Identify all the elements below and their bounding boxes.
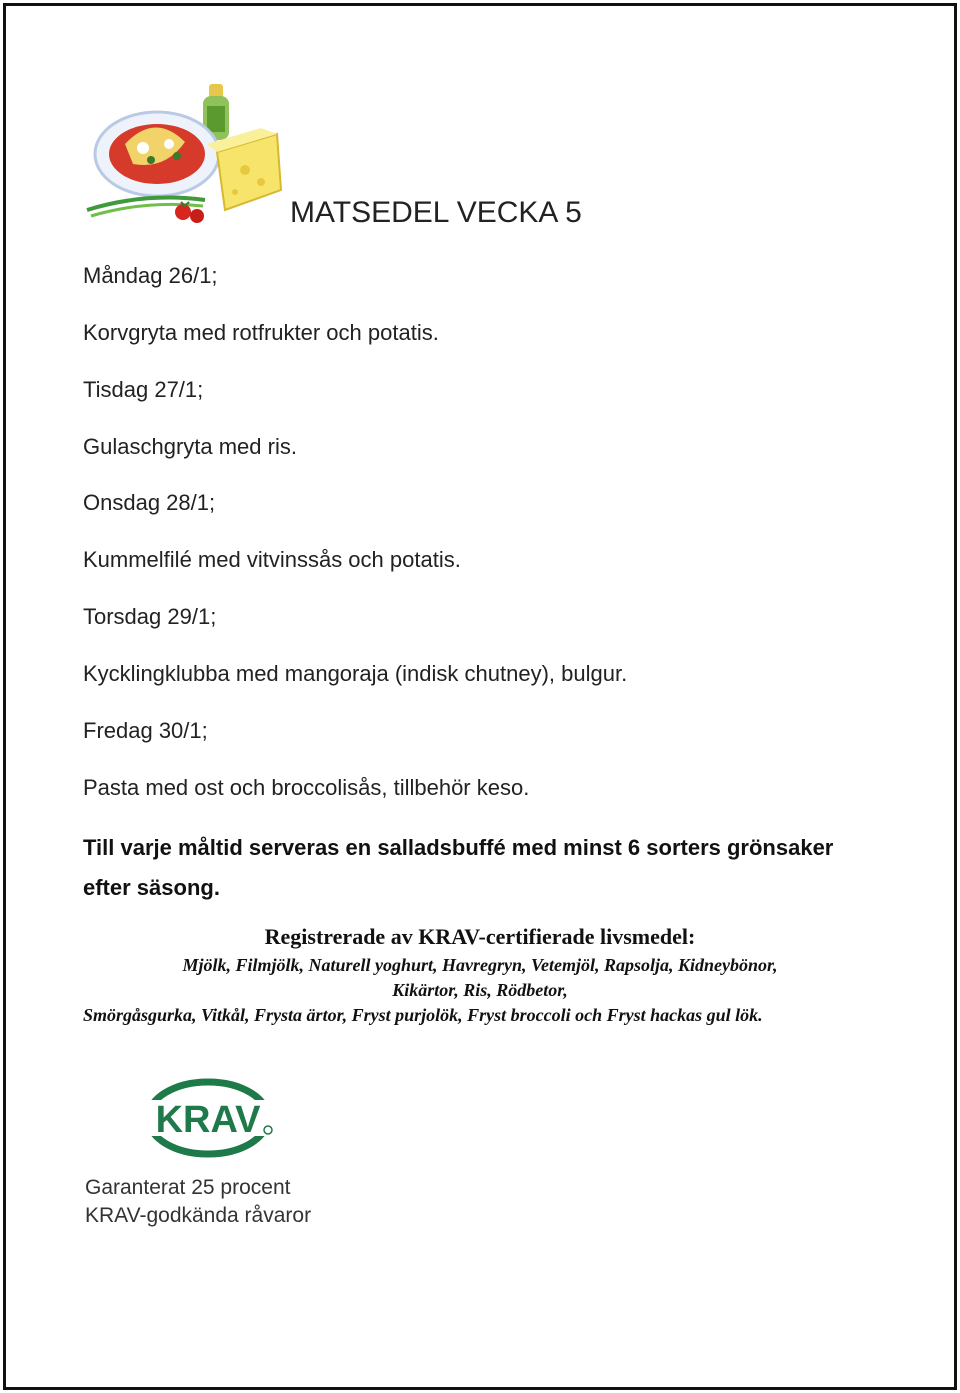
menu-day-wednesday: Onsdag 28/1;: [83, 490, 216, 515]
menu-dish-wednesday: Kummelfilé med vitvinssås och potatis.: [83, 547, 461, 572]
menu-dish-tuesday: Gulaschgryta med ris.: [83, 434, 297, 459]
krav-list-line-2: Kikärtor, Ris, Rödbetor,: [392, 980, 568, 1000]
page-title: MATSEDEL VECKA 5: [290, 196, 582, 229]
menu-dish-thursday: Kycklingklubba med mangoraja (indisk chutney), bulgur.: [83, 661, 628, 686]
menu-day-friday: Fredag 30/1;: [83, 718, 208, 743]
menu-day-thursday: Torsdag 29/1;: [83, 604, 217, 629]
krav-heading: Registrerade av KRAV-certifierade livsmedel:: [264, 924, 696, 949]
salad-buffet-note: Till varje måltid serveras en salladsbuffé med minst 6 sorters grönsaker efter säsong.: [83, 835, 834, 900]
food-illustration-icon: [85, 82, 285, 230]
krav-list-line-1: Mjölk, Filmjölk, Naturell yoghurt, Havregryn, Vetemjöl, Rapsolja, Kidneybönor,: [182, 955, 778, 975]
krav-list-line-3: Smörgåsgurka, Vitkål, Frysta ärtor, Fryst purjolök, Fryst broccoli och Fryst hackas gul lök.: [83, 1005, 763, 1025]
krav-caption-line-1: Garanterat 25 procent: [85, 1176, 291, 1199]
menu-day-tuesday: Tisdag 27/1;: [83, 377, 204, 402]
menu-day-monday: Måndag 26/1;: [83, 263, 218, 288]
menu-dish-friday: Pasta med ost och broccolisås, tillbehör keso.: [83, 775, 530, 800]
svg-text:KRAV: KRAV: [155, 1099, 261, 1141]
krav-caption-line-2: KRAV-godkända råvaror: [85, 1204, 312, 1227]
menu-dish-monday: Korvgryta med rotfrukter och potatis.: [83, 320, 439, 345]
